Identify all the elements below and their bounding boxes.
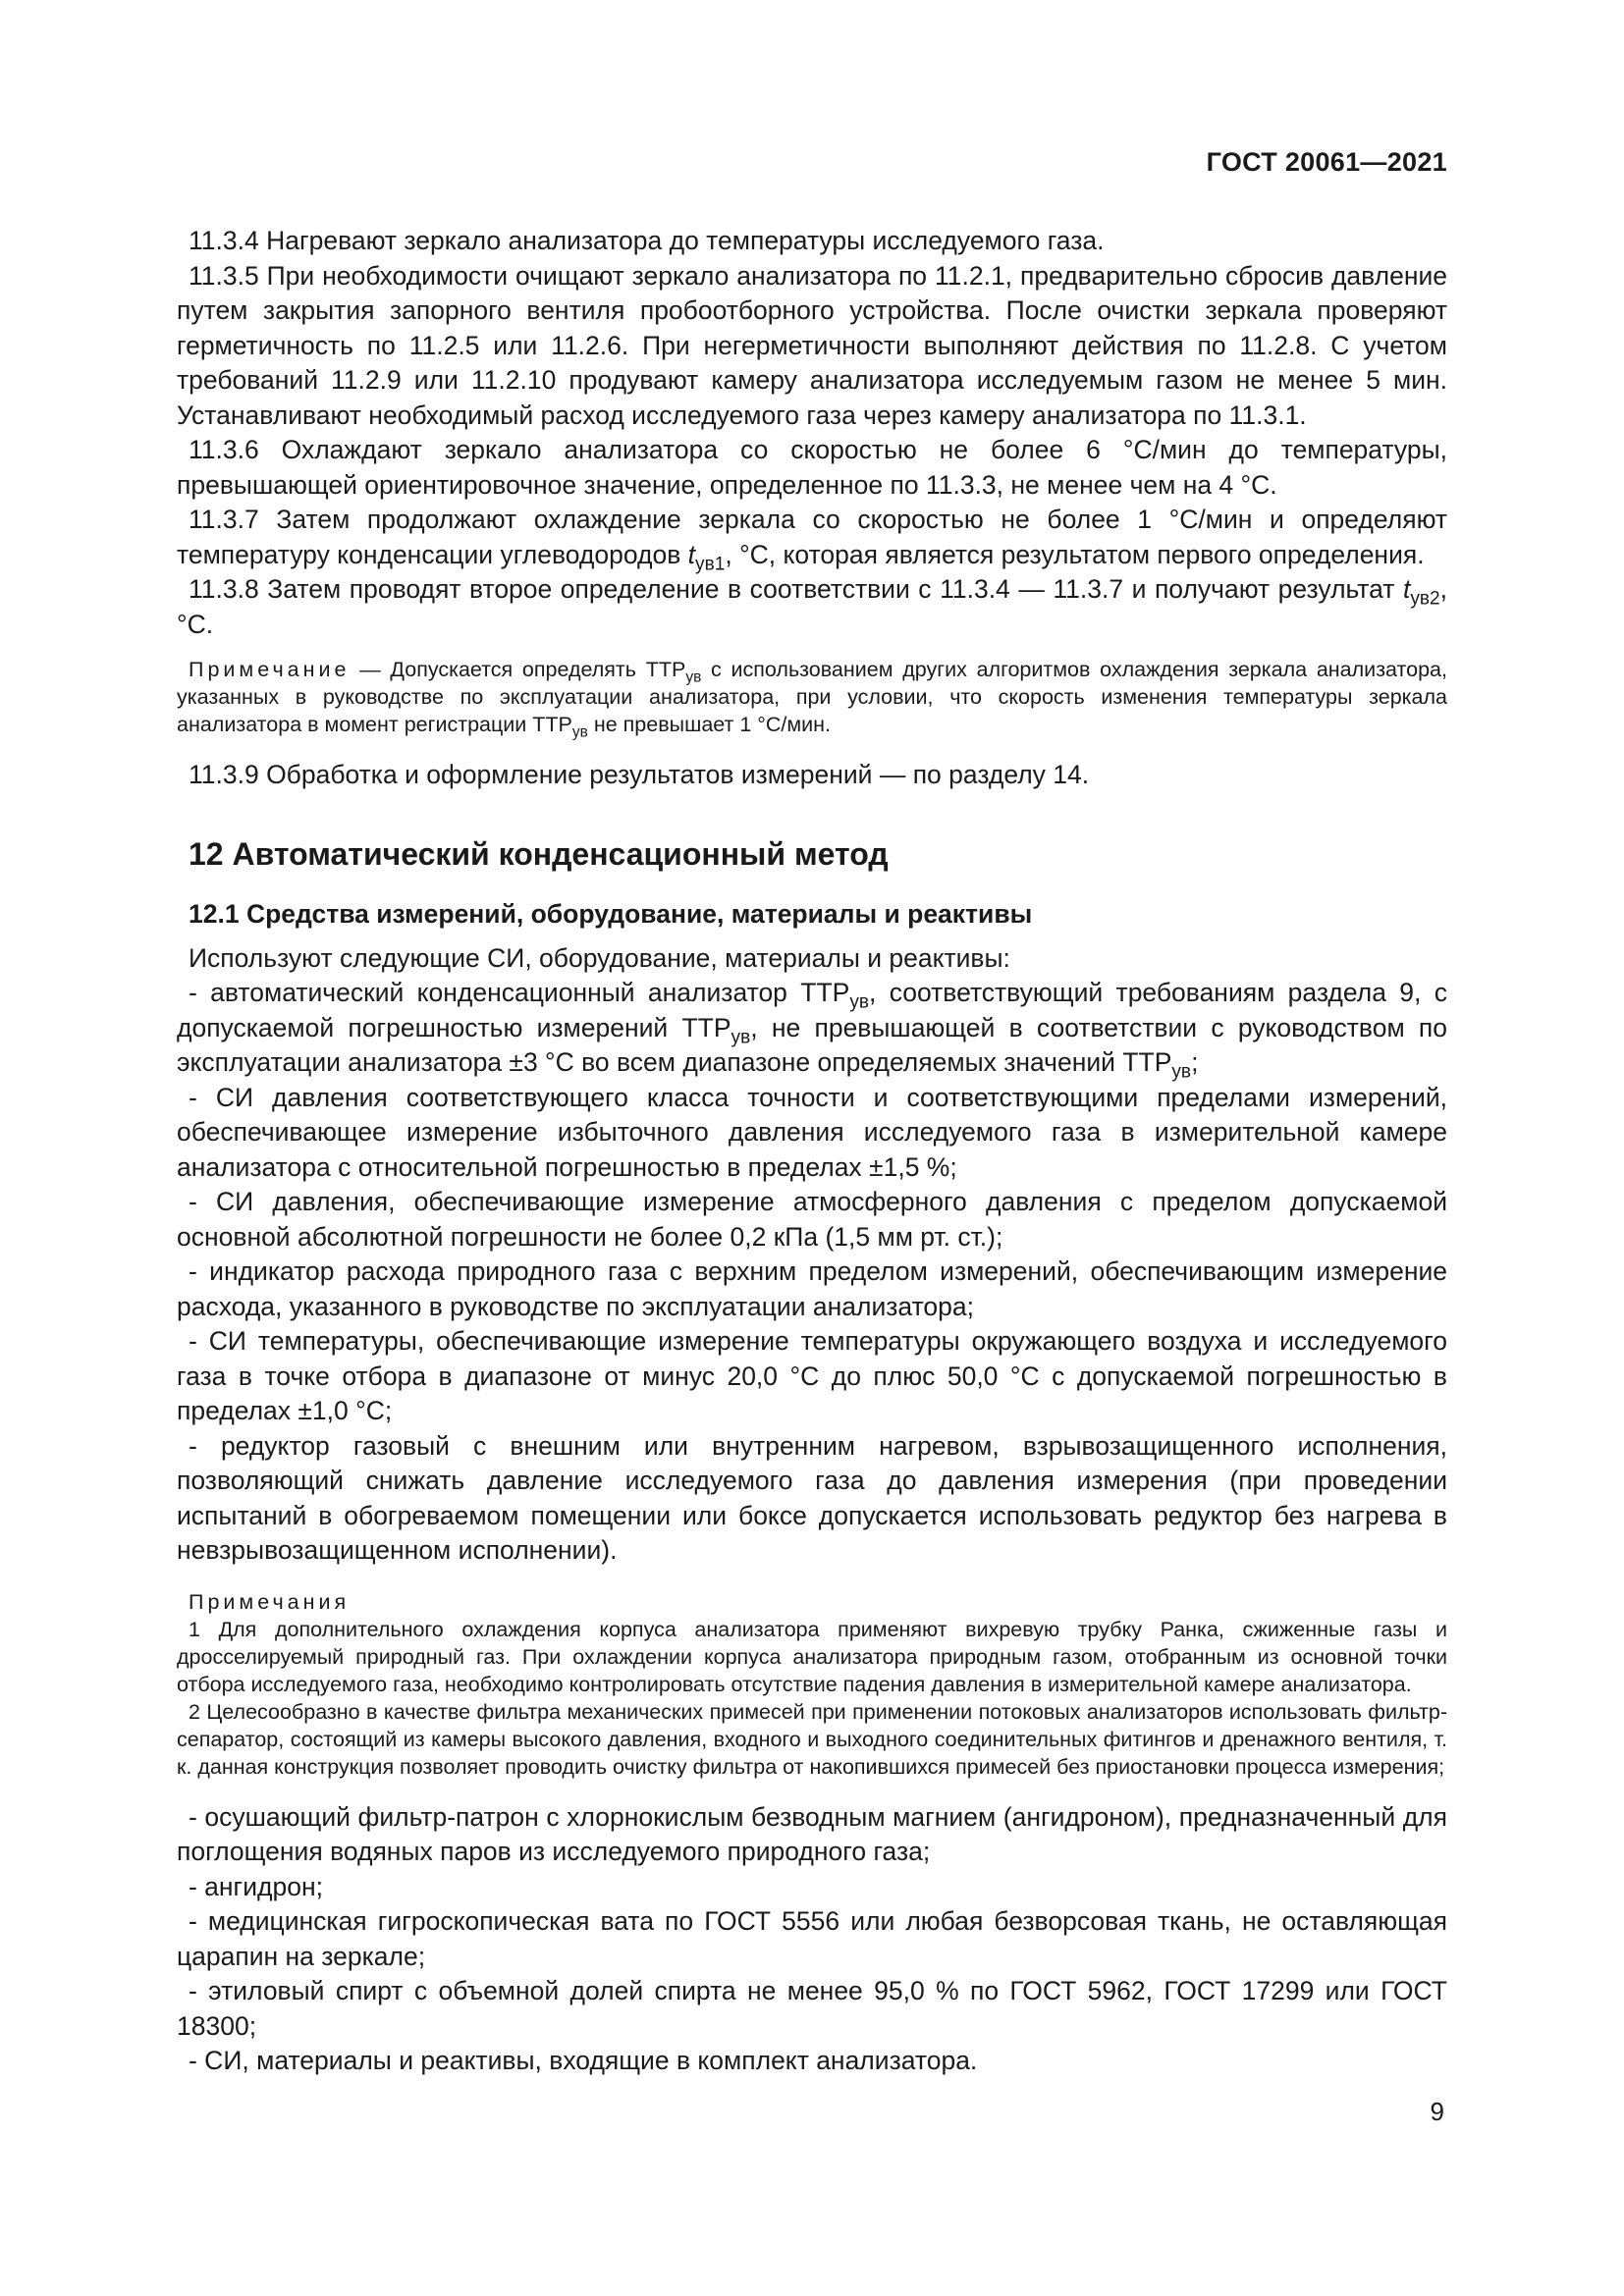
subscript: ув: [571, 723, 588, 741]
list-item-ethanol: - этиловый спирт с объемной долей спирта не менее 95,0 % по ГОСТ 5962, ГОСТ 17299 или ГОСТ 18300;: [177, 1976, 1447, 2041]
list-item-barometer: - СИ давления, обеспечивающие измерение атмосферного давления с пределом допускаемой основной абсолютной погрешности не более 0,2 кПа (1,5 мм рт. ст.);: [177, 1187, 1447, 1252]
subscript: ув2: [1410, 588, 1440, 610]
list-item-cotton-wool: - медицинская гигроскопическая вата по ГОСТ 5556 или любая безворсовая ткань, не оставляющая царапин на зеркале;: [177, 1906, 1447, 1971]
document-code: ГОСТ 20061—2021: [1206, 147, 1447, 177]
text-segment: 11.3.7 Затем продолжают охлаждение зеркала со скоростью не более 1 °С/мин и определяют температуру конденсации углеводородов: [177, 505, 1447, 569]
list-item-pressure-gauge: - СИ давления соответствующего класса точности и соответствующими пределами измерений, обеспечивающее измерение избыточного давления исследуемого газа в измерительной камере анализатора с относительной погрешностью в пределах ±1,5 %;: [177, 1082, 1447, 1182]
subsection-12-1-heading: 12.1 Средства измерений, оборудование, материалы и реактивы: [189, 898, 1033, 929]
subscript: ув: [1171, 1061, 1192, 1083]
text-segment: ;: [1191, 1047, 1199, 1077]
text-segment: 11.3.8 Затем проводят второе определение в соответствии с 11.3.4 — 11.3.7 и получают результат: [189, 574, 1403, 604]
page-content: [177, 224, 1447, 2079]
list-item-anhydrone: - ангидрон;: [189, 1871, 323, 1901]
list-intro: Используют следующие СИ, оборудование, материалы и реактивы:: [189, 942, 1010, 973]
note-11-3-8: [177, 656, 1447, 741]
subscript: ув: [731, 1027, 751, 1048]
paragraph-11-3-4: 11.3.4 Нагревают зеркало анализатора до температуры исследуемого газа.: [189, 226, 1105, 255]
subscript: ув: [849, 991, 870, 1013]
list-item-reducer: - редуктор газовый с внешним или внутренним нагревом, взрывозащищенного исполнения, позволяющий снижать давление исследуемого газа до давления измерения (при проведении испытаний в обогреваемом помещении или боксе допускается использовать редуктор без нагрева в невзрывозащищенном исполнении).: [177, 1430, 1447, 1565]
text-segment: , соответствующий требованиям раздела 9, с допускаемой погрешностью измерений ТТР: [177, 978, 1447, 1042]
list-item-drying-filter: - осушающий фильтр-патрон с хлорнокислым безводным магнием (ангидроном), предназначенный для поглощения водяных паров из исследуемого природного газа;: [177, 1801, 1447, 1866]
text-segment: , не превышающей в соответствии с руководством по эксплуатации анализатора ±3 °С во всем диапазоне определяемых значений ТТР: [177, 1012, 1448, 1077]
list-item-analyzer: [177, 976, 1447, 1081]
note-1: 1 Для дополнительного охлаждения корпуса анализатора применяют вихревую трубку Ранка, сжиженные газы и дросселируемый природный газ. При охлаждении корпуса анализатора природным газом, отобранным из основной точки отбора исследуемого газа, необходимо контролировать отсутствие падения давления в измерительной камере анализатора.: [177, 1617, 1447, 1696]
text-segment: с использованием других алгоритмов охлаждения зеркала анализатора, указанных в руководстве по эксплуатации анализатора, при условии, что скорость изменения температуры зеркала анализатора в момент регистрации ТТР: [177, 658, 1447, 736]
paragraph-11-3-8: [177, 572, 1447, 642]
paragraph-11-3-7: [177, 503, 1447, 575]
variable-t: t: [1402, 574, 1411, 604]
paragraph-11-3-6: 11.3.6 Охлаждают зеркало анализатора со скоростью не более 6 °С/мин до температуры, превышающей ориентировочное значение, определенное по 11.3.3, не менее чем на 4 °С.: [177, 435, 1447, 500]
notes-label: Примечания: [189, 1589, 351, 1614]
list-item-analyzer-kit: - СИ, материалы и реактивы, входящие в комплект анализатора.: [189, 2046, 978, 2075]
paragraph-11-3-9: 11.3.9 Обработка и оформление результатов измерений — по разделу 14.: [189, 760, 1090, 789]
subscript: ув: [685, 668, 702, 686]
note-label: Примечание: [189, 658, 351, 681]
subscript: ув1: [695, 554, 726, 575]
text-segment: , °С, которая является результатом первого определения.: [725, 539, 1425, 569]
section-12-heading: 12 Автоматический конденсационный метод: [189, 835, 889, 872]
text-segment: - автоматический конденсационный анализатор ТТР: [189, 978, 850, 1007]
note-2: 2 Целесообразно в качестве фильтра механических примесей при применении потоковых анализаторов использовать фильтр-сепаратор, состоящий из камеры высокого давления, входного и выходного соединительных фитингов и дренажного вентиля, т. к. данная конструкция позволяет проводить очистку фильтра от накопившихся примесей без приостановки процесса измерения;: [177, 1699, 1447, 1779]
paragraph-11-3-5: 11.3.5 При необходимости очищают зеркало анализатора по 11.2.1, предварительно сбросив давление путем закрытия запорного вентиля пробоотборного устройства. После очистки зеркала проверяют герметичность по 11.2.5 или 11.2.6. При негерметичности выполняют действия по 11.2.8. С учетом требований 11.2.9 или 11.2.10 продувают камеру анализатора исследуемым газом не менее 5 мин. Устанавливают необходимый расход исследуемого газа через камеру анализатора по 11.3.1.: [177, 260, 1447, 430]
list-item-thermometer: - СИ температуры, обеспечивающие измерение температуры окружающего воздуха и исследуемого газа в точке отбора в диапазоне от минус 20,0 °С до плюс 50,0 °С с допускаемой погрешностью в пределах ±1,0 °С;: [177, 1326, 1447, 1425]
page-number: 9: [1430, 2097, 1444, 2126]
text-segment: не превышает 1 °С/мин.: [587, 713, 832, 736]
text-segment: — Допускается определять ТТР: [350, 658, 686, 681]
text-segment: , °С.: [177, 574, 1447, 639]
variable-t: t: [687, 539, 696, 569]
list-item-flow-indicator: - индикатор расхода природного газа с верхним пределом измерений, обеспечивающим измерение расхода, указанного в руководстве по эксплуатации анализатора;: [177, 1256, 1447, 1321]
